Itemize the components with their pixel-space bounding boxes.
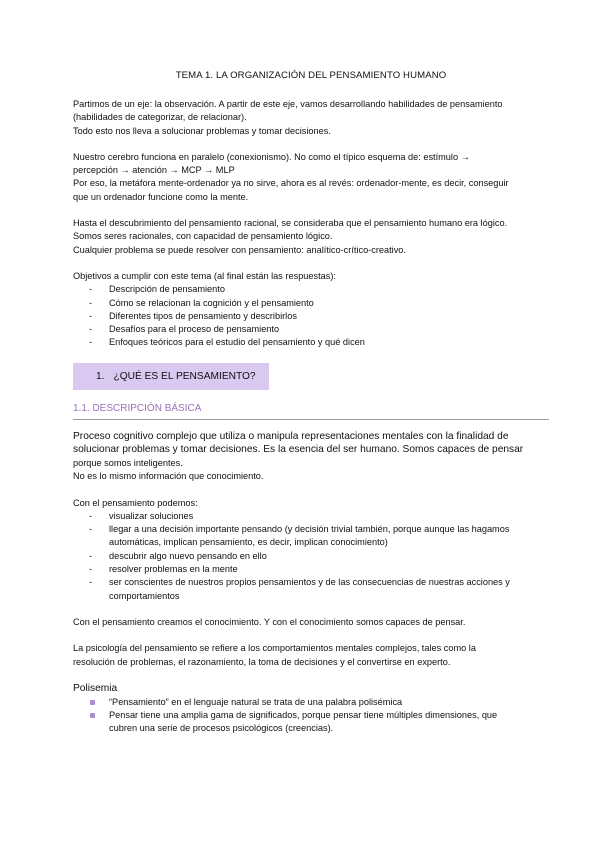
brain-line: que un ordenador funcione como la mente.: [73, 191, 249, 202]
list-item: - visualizar soluciones: [73, 510, 549, 523]
knowledge-line: Con el pensamiento creamos el conocimiento. Y con el conocimiento somos capaces de pensar.: [73, 616, 466, 627]
list-item: - Diferentes tipos de pensamiento y describirlos: [73, 310, 549, 323]
objectives-heading: Objetivos a cumplir con este tema (al final están las respuestas):: [73, 270, 336, 281]
definition-line: Proceso cognitivo complejo que utiliza o manipula representaciones mentales con la finalidad de: [73, 430, 509, 442]
definition-line: porque somos inteligentes.: [73, 457, 183, 468]
psychology-line: La psicología del pensamiento se refiere a los comportamientos mentales complejos, tales como la: [73, 643, 476, 654]
list-item: - Enfoques teóricos para el estudio del pensamiento y qué dicen: [73, 336, 549, 349]
list-item: - Descripción de pensamiento: [73, 283, 549, 296]
section-heading: [73, 363, 269, 390]
intro-line: Partimos de un eje: la observación. A partir de este eje, vamos desarrollando habilidades de pensamiento: [73, 99, 503, 109]
definition-line: No es lo mismo información que conocimiento.: [73, 471, 264, 482]
list-item: - ser conscientes de nuestros propios pensamientos y de las consecuencias de nuestras acciones y comportamientos: [73, 576, 549, 603]
section-number: 1.: [96, 370, 105, 382]
list-item: - Cómo se relacionan la cognición y el pensamiento: [73, 297, 549, 310]
intro-line: (habilidades de categorizar, de relacionar).: [73, 112, 247, 123]
section-label: ¿QUÉ ES EL PENSAMIENTO?: [113, 370, 256, 382]
list-item: - descubrir algo nuevo pensando en ello: [73, 550, 549, 563]
psychology-line: resolución de problemas, el razonamiento, la toma de decisiones y el convertirse en experto.: [73, 656, 451, 667]
polisemia-heading: Polisemia: [73, 682, 118, 694]
abilities-heading: Con el pensamiento podemos:: [73, 497, 198, 508]
page-title: TEMA 1. LA ORGANIZACIÓN DEL PENSAMIENTO HUMANO: [175, 70, 447, 81]
abilities-list: [73, 510, 549, 603]
list-item: Pensar tiene una amplia gama de significados, porque pensar tiene múltiples dimensiones, que cubren una serie de procesos psicológicos (creencias).: [73, 709, 549, 736]
logic-line: Somos seres racionales, con capacidad de pensamiento lógico.: [73, 231, 333, 242]
definition-line: solucionar problemas y tomar decisiones. Es la esencia del ser humano. Somos capaces de pensar: [73, 444, 524, 456]
brain-line: Por eso, la metáfora mente-ordenador ya no sirve, ahora es al revés: ordenador-mente, es decir, conseguir: [73, 178, 509, 189]
logic-line: Hasta el descubrimiento del pensamiento racional, se consideraba que el pensamiento humano era lógico.: [73, 218, 508, 229]
polisemia-list: [73, 696, 549, 736]
list-item: “Pensamiento” en el lenguaje natural se trata de una palabra polisémica: [73, 696, 549, 709]
bullet-icon: [90, 713, 95, 718]
subsection-heading: 1.1. DESCRIPCIÓN BÁSICA: [73, 403, 549, 420]
bullet-icon: [90, 700, 95, 705]
objectives-list: [73, 283, 549, 349]
logic-line: Cualquier problema se puede resolver con pensamiento: analítico-crítico-creativo.: [73, 244, 406, 255]
brain-line: percepción → atención → MCP → MLP: [73, 165, 235, 176]
intro-line: Todo esto nos lleva a solucionar problemas y tomar decisiones.: [73, 125, 331, 136]
list-item: - llegar a una decisión importante pensando (y decisión trivial también, porque aunque las hagamos automáticas, implican pensamiento, es decir, implican conocimiento): [73, 523, 549, 550]
list-item: - resolver problemas en la mente: [73, 563, 549, 576]
list-item: - Desafíos para el proceso de pensamiento: [73, 323, 549, 336]
document-page: [73, 70, 549, 736]
brain-line: Nuestro cerebro funciona en paralelo (conexionismo). No como el típico esquema de: estímulo →: [73, 151, 470, 162]
